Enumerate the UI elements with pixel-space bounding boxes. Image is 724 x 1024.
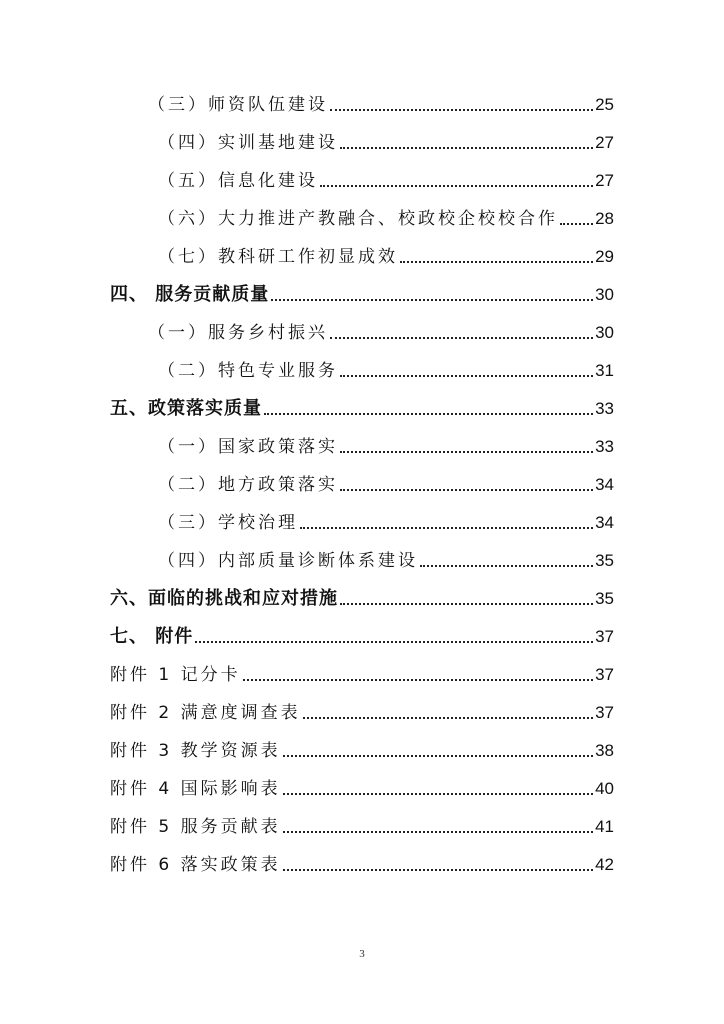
toc-entry-page: 34 — [595, 475, 614, 494]
dot-leader — [300, 527, 593, 529]
toc-entry-page: 40 — [595, 779, 614, 798]
dot-leader — [560, 223, 593, 225]
toc-entry-national-policy[interactable] — [158, 428, 614, 458]
toc-entry-page: 37 — [595, 665, 614, 684]
dot-leader — [195, 641, 593, 643]
toc-entry-title: 附件 6 落实政策表 — [110, 855, 281, 875]
toc-entry-page: 37 — [595, 627, 614, 646]
toc-entry-page: 29 — [595, 247, 614, 266]
dot-leader — [340, 603, 593, 605]
toc-entry-title: （二）地方政策落实 — [158, 475, 338, 495]
toc-entry-training-base[interactable] — [158, 124, 614, 154]
toc-entry-title: （二）特色专业服务 — [158, 361, 338, 381]
toc-entry-page: 41 — [595, 817, 614, 836]
toc-entry-title: （四）内部质量诊断体系建设 — [158, 551, 418, 571]
toc-entry-title: 五、政策落实质量 — [110, 398, 262, 419]
toc-entry-title: （五）信息化建设 — [158, 171, 318, 191]
toc-entry-title: （一）服务乡村振兴 — [148, 323, 328, 343]
toc-entry-title: 附件 1 记分卡 — [110, 665, 241, 685]
toc-entry-title: 附件 3 教学资源表 — [110, 741, 281, 761]
toc-entry-appendix-5[interactable] — [110, 808, 614, 838]
dot-leader — [420, 565, 593, 567]
toc-entry-page: 30 — [595, 323, 614, 342]
toc-entry-industry-education[interactable] — [158, 200, 614, 230]
toc-entry-page: 37 — [595, 703, 614, 722]
toc-entry-service-contribution[interactable] — [110, 276, 614, 306]
toc-entry-appendix[interactable] — [110, 618, 614, 648]
toc-entry-informatization[interactable] — [158, 162, 614, 192]
toc-entry-title: 六、面临的挑战和应对措施 — [110, 588, 338, 609]
toc-entry-appendix-1[interactable] — [110, 656, 614, 686]
dot-leader — [271, 299, 593, 301]
toc-entry-title: （四）实训基地建设 — [158, 133, 338, 153]
toc-entry-page: 31 — [595, 361, 614, 380]
dot-leader — [283, 793, 593, 795]
toc-entry-teacher-team[interactable] — [148, 86, 614, 116]
toc-entry-page: 35 — [595, 551, 614, 570]
toc-entry-page: 38 — [595, 741, 614, 760]
toc-entry-page: 30 — [595, 285, 614, 304]
toc-entry-page: 33 — [595, 437, 614, 456]
dot-leader — [320, 185, 593, 187]
dot-leader — [303, 717, 593, 719]
dot-leader — [283, 755, 593, 757]
toc-entry-appendix-6[interactable] — [110, 846, 614, 876]
toc-entry-title: （三）师资队伍建设 — [148, 95, 328, 115]
dot-leader — [283, 831, 593, 833]
toc-entry-title: （七）教科研工作初显成效 — [158, 247, 398, 267]
toc-entry-featured-majors[interactable] — [158, 352, 614, 382]
dot-leader — [243, 679, 593, 681]
dot-leader — [283, 869, 593, 871]
toc-entry-title: （三）学校治理 — [158, 513, 298, 533]
toc-entry-page: 27 — [595, 171, 614, 190]
dot-leader — [264, 413, 593, 415]
toc-entry-title: 四、 服务贡献质量 — [110, 284, 270, 305]
toc-entry-appendix-3[interactable] — [110, 732, 614, 762]
toc-entry-quality-diagnosis[interactable] — [158, 542, 614, 572]
toc-entry-title: （六）大力推进产教融合、校政校企校校合作 — [158, 209, 558, 229]
toc-entry-page: 33 — [595, 399, 614, 418]
toc-entry-school-governance[interactable] — [158, 504, 614, 534]
dot-leader — [330, 337, 593, 339]
dot-leader — [400, 261, 593, 263]
toc-entry-policy-implementation[interactable] — [110, 390, 614, 420]
toc-entry-page: 34 — [595, 513, 614, 532]
dot-leader — [340, 375, 593, 377]
toc-entry-page: 25 — [595, 95, 614, 114]
toc-entry-title: 七、 附件 — [110, 626, 194, 647]
toc-entry-title: 附件 4 国际影响表 — [110, 779, 281, 799]
toc-entry-page: 35 — [595, 589, 614, 608]
toc-entry-title: 附件 2 满意度调查表 — [110, 703, 301, 723]
page-number: 3 — [359, 948, 365, 960]
dot-leader — [330, 109, 593, 111]
toc-entry-research[interactable] — [158, 238, 614, 268]
dot-leader — [340, 147, 593, 149]
toc-entry-challenges[interactable] — [110, 580, 614, 610]
toc-entry-appendix-2[interactable] — [110, 694, 614, 724]
toc-entry-page: 27 — [595, 133, 614, 152]
toc-entry-rural-revitalization[interactable] — [148, 314, 614, 344]
toc-entry-page: 42 — [595, 855, 614, 874]
toc-entry-page: 28 — [595, 209, 614, 228]
dot-leader — [340, 489, 593, 491]
dot-leader — [340, 451, 593, 453]
toc-entry-title: （一）国家政策落实 — [158, 437, 338, 457]
toc-entry-title: 附件 5 服务贡献表 — [110, 817, 281, 837]
toc-entry-local-policy[interactable] — [158, 466, 614, 496]
toc-entry-appendix-4[interactable] — [110, 770, 614, 800]
